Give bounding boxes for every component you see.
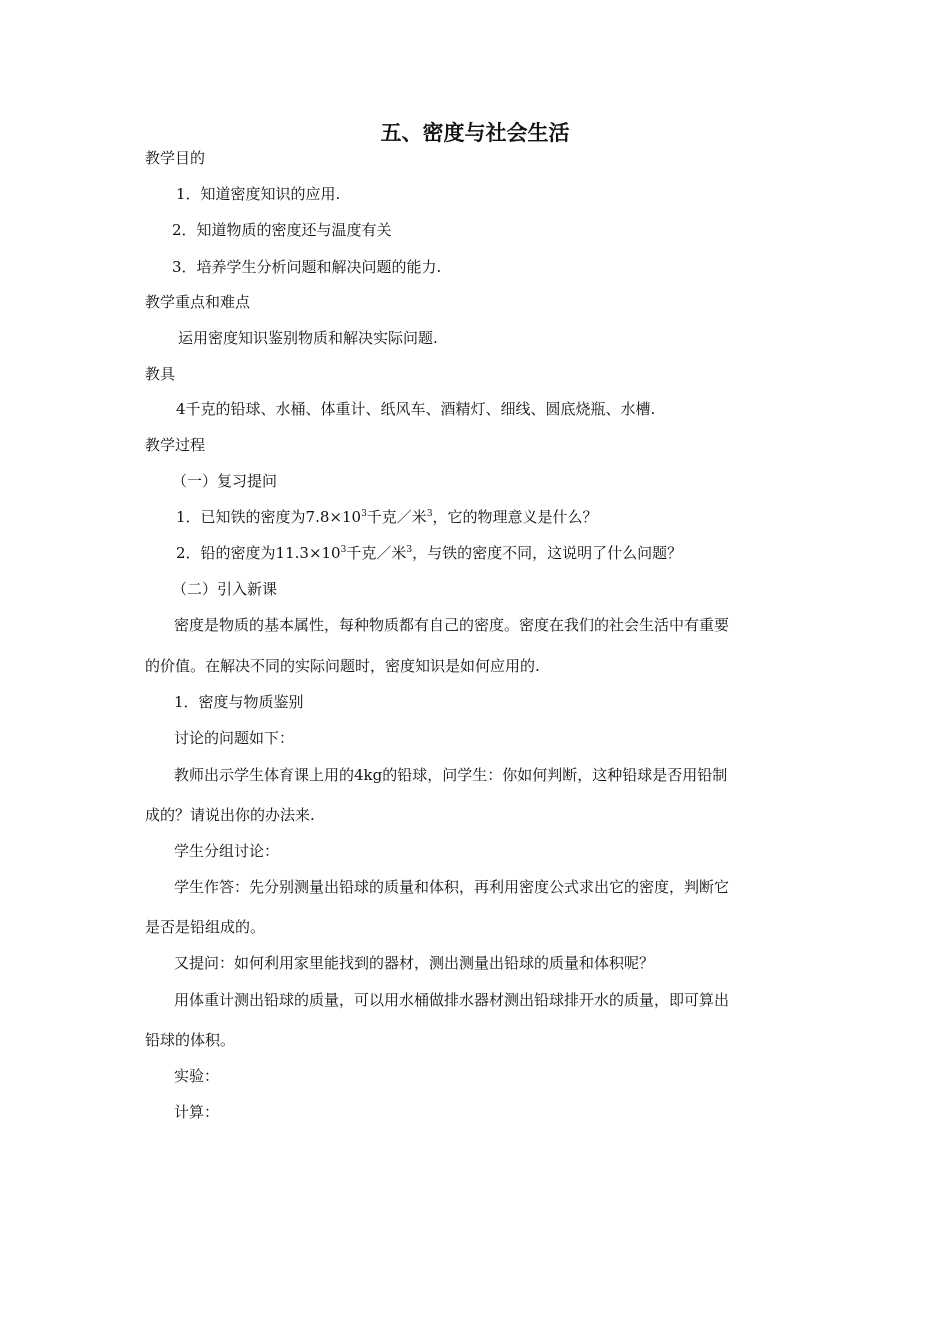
review-question-2 <box>176 543 682 563</box>
objectives-heading: 教学目的 <box>145 149 206 167</box>
review-question-1 <box>176 507 598 527</box>
objective-item: 1．知道密度知识的应用. <box>176 185 341 203</box>
q2-exponent: 3 <box>340 545 347 555</box>
q2-unit-exponent: 3 <box>406 545 413 555</box>
objective-item: 3．培养学生分析问题和解决问题的能力. <box>172 258 442 276</box>
q1-exponent: 3 <box>361 509 367 519</box>
intro-paragraph-line: 密度是物质的基本属性，每种物质都有自己的密度。密度在我们的社会生活中有重要 <box>174 616 730 634</box>
method-paragraph-line: 用体重计测出铅球的质量，可以用水桶做排水器材测出铅球排开水的质量，即可算出 <box>174 991 730 1009</box>
subsection-heading: 1．密度与物质鉴别 <box>174 693 304 711</box>
q2-text-a: 2．铅的密度为11.3×10 <box>176 544 341 562</box>
method-paragraph-line: 铅球的体积。 <box>145 1031 236 1049</box>
discussion-label: 讨论的问题如下： <box>174 729 295 747</box>
q1-text-b: 千克／米 <box>366 508 427 526</box>
process-heading: 教学过程 <box>145 436 206 454</box>
q1-text-c: ，它的物理意义是什么？ <box>432 508 598 526</box>
q1-text-a: 1．已知铁的密度为7.8×10 <box>176 508 362 526</box>
q2-text-b: 千克／米 <box>346 544 407 562</box>
focus-heading: 教学重点和难点 <box>145 293 251 311</box>
experiment-label: 实验： <box>174 1067 220 1085</box>
intro-heading: （二）引入新课 <box>172 580 278 598</box>
q1-unit-exponent: 3 <box>426 509 433 519</box>
answer-paragraph-line: 学生作答：先分别测量出铅球的质量和体积，再利用密度公式求出它的密度，判断它 <box>174 878 730 896</box>
group-discussion-label: 学生分组讨论： <box>174 842 280 860</box>
focus-text: 运用密度知识鉴别物质和解决实际问题. <box>178 329 438 347</box>
review-heading: （一）复习提问 <box>172 472 278 490</box>
teacher-paragraph-line: 成的？请说出你的办法来. <box>145 806 315 824</box>
q2-text-c: ，与铁的密度不同，这说明了什么问题？ <box>412 544 683 562</box>
page-title: 五、密度与社会生活 <box>380 121 570 145</box>
followup-question: 又提问：如何利用家里能找到的器材，测出测量出铅球的质量和体积呢？ <box>174 954 655 972</box>
calculation-label: 计算： <box>174 1103 220 1121</box>
tools-text: 4千克的铅球、水桶、体重计、纸风车、酒精灯、细线、圆底烧瓶、水槽. <box>176 400 656 418</box>
intro-paragraph-line: 的价值。在解决不同的实际问题时，密度知识是如何应用的. <box>145 657 540 675</box>
tools-heading: 教具 <box>145 365 176 383</box>
answer-paragraph-line: 是否是铅组成的。 <box>145 918 266 936</box>
objective-item: 2．知道物质的密度还与温度有关 <box>172 221 392 239</box>
teacher-paragraph-line: 教师出示学生体育课上用的4kg的铅球，问学生：你如何判断，这种铅球是否用铅制 <box>174 766 728 784</box>
